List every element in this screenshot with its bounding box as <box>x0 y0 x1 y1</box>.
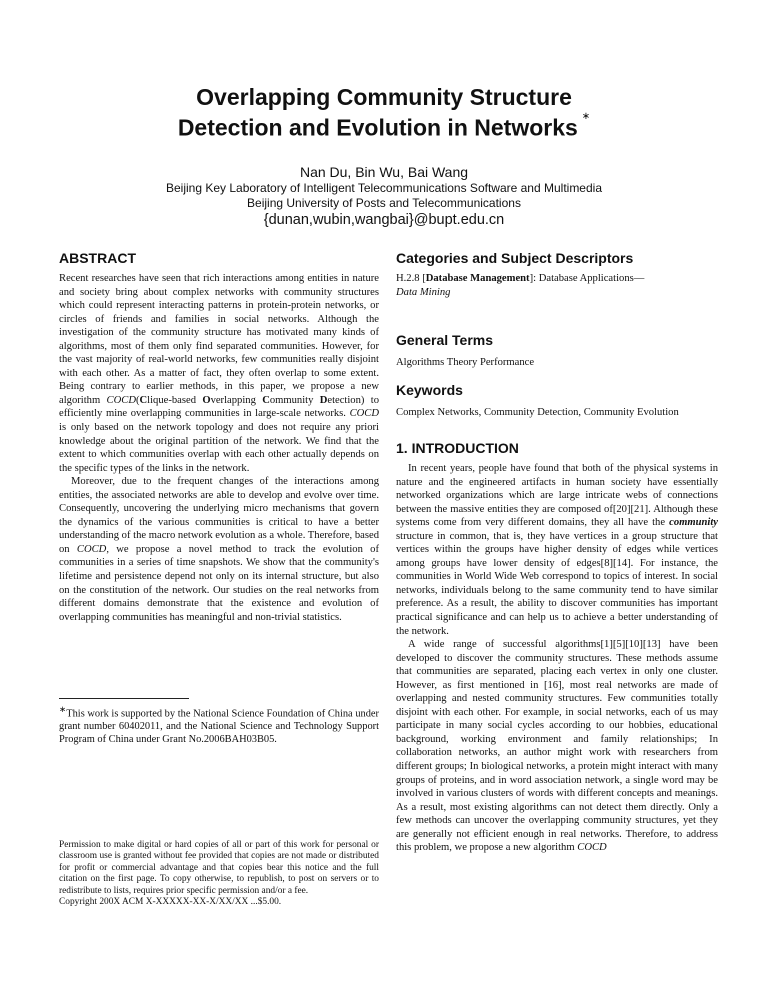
categories-section <box>396 250 718 299</box>
funding-footnote: ∗This work is supported by the National Science Foundation of China under grant number 60402011, and the National Science and Technology Support Program of China under Grant No.2006BAH03B05. <box>59 704 379 746</box>
paper-title-line-2 <box>0 111 768 142</box>
introduction-paragraph-2: A wide range of successful algorithms[1][5][10][13] have been developed to discover the community structures. These methods assume that communities are separated, placing each vertex in only one cluster. However, as first mentioned in [16], most real networks are made of overlapping and nested community structures. Few communities totally disjoint with each other. For example, in social networks, each of us may participate in many social cycles according to our hobbies, educational background, working environment and family relationships; In collaboration networks, an author might work with researchers from different groups; In biological networks, a protein might interact with many groups of proteins, and in word association network, a single word may be involved in various clusters of words with different concepts and meanings. As a result, most existing algorithms can not detect them directly. Only a few methods can uncover the overlapping community structures, yet they are generally not efficient enough in real networks. Therefore, to address this problem, we propose a new algorithm COCD <box>396 639 718 854</box>
title-text: Detection and Evolution in Networks <box>177 114 578 141</box>
general-terms-section <box>396 332 718 370</box>
general-terms-text: Algorithms Theory Performance <box>396 357 535 368</box>
footnote-mark: ∗ <box>59 704 67 714</box>
affiliation-line-1: Beijing Key Laboratory of Intelligent Telecommunications Software and Multimedia <box>165 181 602 195</box>
keywords-text: Complex Networks, Community Detection, Community Evolution <box>396 407 679 418</box>
abstract-paragraph-2: Moreover, due to the frequent changes of the interactions among entities, the associated networks are able to develop and evolve over time. Consequently, uncovering the underlying micro mechanisms that govern the dynamics of the various communities is critical to have a better understanding of the macro network evolution as a whole. Therefore, based on COCD, we propose a novel method to track the evolution of communities in a series of time snapshots. We show that the community's lifetime and persistence depend not only on its internal structure, but also on the constitution of the network. Our studies on the real networks from different domains demonstrate that the existence and evolution of overlapping communities has meaningful and non-trivial statistics. <box>59 476 379 623</box>
introduction-paragraph-1: In recent years, people have found that both of the physical systems in nature and the engineered artifacts in human society have essentially networked organizations which are large intricate webs of connections between the massive entities they are composed of[20][21]. Although these systems come from very different domains, they all have the community structure in common, that is, they have vertices in a group structure that vertices within the groups have higher density of edges while vertices among groups have lower density of edges[8][14]. For instance, the communities in World Wide Web correspond to topics of interest. In social networks, individuals belong to the same community tend to have similar preference. As a result, the ability to discover communities has important practical significance and can help us to achieve a better understanding of the network. <box>396 463 718 637</box>
copyright-line: Copyright 200X ACM X-XXXXX-XX-X/XX/XX ...$5.00. <box>59 897 282 908</box>
permission-text: Permission to make digital or hard copies of all or part of this work for personal or classroom use is granted without fee provided that copies are not made or distributed for profit or commercial advantage and that copies bear this notice and the full citation on the first page. To copy otherwise, to republish, to post on servers or to redistribute to lists, requires prior specific permission and/or a fee. <box>59 840 379 896</box>
general-terms-heading: General Terms <box>396 332 494 348</box>
introduction-section <box>396 440 718 855</box>
authors: Nan Du, Bin Wu, Bai Wang <box>299 164 469 180</box>
affiliation-line-2: Beijing University of Posts and Telecommunications <box>247 196 521 210</box>
acronym-cocd: COCD <box>106 394 136 406</box>
author-email: {dunan,wubin,wangbai}@bupt.edu.cn <box>263 212 505 228</box>
title-footnote-mark: ∗ <box>581 111 591 122</box>
keywords-heading: Keywords <box>396 382 463 398</box>
abstract-paragraph-1: Recent researches have seen that rich interactions among entities in nature and society bring about complex networks with community structures which could represent interacting patterns in protein-protein networks, or circles of friends and families in social networks. Although the investigation of the community structure has motivated many kinds of algorithms, most of them only find separated communities. However, for the vast majority of real-world networks, few communities really disjoint with each other. As a matter of fact, they often overlap to some extent. Being contrary to earlier methods, in this paper, we propose a new algorithm COCD(Clique-based Overlapping Community Detection) to efficiently mine overlapping communities in large-scale networks. COCD is only based on the network topology and does not require any priori knowledge about the original partition of the network. We find that the extent to which communities overlap with each other actually depends on the specific types of the links in the network. <box>59 273 380 474</box>
categories-text: H.2.8 [Database Management]: Database Applications— Data Mining <box>396 273 645 298</box>
keywords-section <box>396 382 718 420</box>
abstract-section <box>59 250 379 624</box>
introduction-heading: 1. INTRODUCTION <box>396 440 519 456</box>
permission-block <box>59 840 379 908</box>
abstract-heading: ABSTRACT <box>59 250 136 266</box>
categories-heading: Categories and Subject Descriptors <box>396 250 634 266</box>
footnote-rule <box>59 698 189 699</box>
paper-title-line-1: Overlapping Community Structure <box>196 84 572 110</box>
